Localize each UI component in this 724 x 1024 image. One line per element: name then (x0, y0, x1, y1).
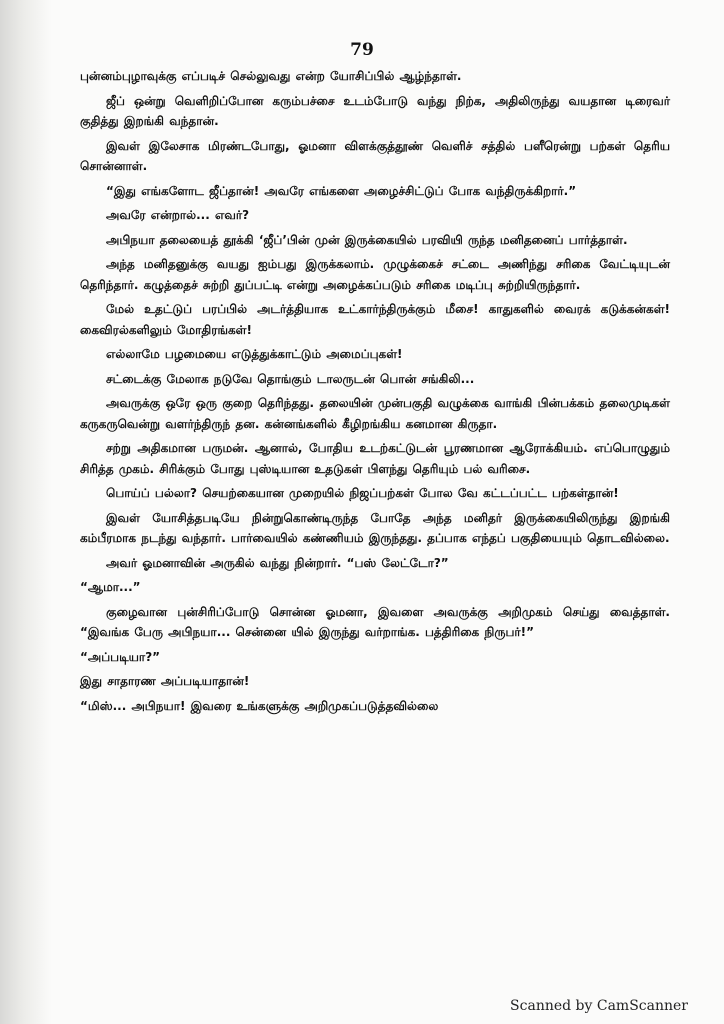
paragraph: இது சாதாரண அப்படியாதான்! (80, 674, 250, 688)
paragraph: புன்னம்புழாவுக்கு எப்படிச் செல்லுவது என்ற யோசிப்பில் ஆழ்ந்தாள். (80, 69, 462, 83)
paragraph: அவருக்கு ஒரே ஒரு குறை தெரிந்தது. தலையின் முன்பகுதி வழுக்கை வாங்கி பின்பக்கம் தலைமுடிகள் கருகருவென்று வளர்ந்திருந் தன. கன்னங்களில் கீழிறங்கிய கனமான கிருதா. (80, 396, 670, 431)
paragraph: எல்லாமே பழமையை எடுத்துக்காட்டும் அமைப்புகள்! (106, 347, 403, 361)
paragraph: அந்த மனிதனுக்கு வயது ஐம்பது இருக்கலாம். முழுக்கைச் சட்டை அணிந்து சரிகை வேட்டியுடன் தெரிந்தார். கழுத்தைச் சுற்றி துப்பட்டி என்று அழைக்கப்படும் சரிகை மடிப்பு சுற்றியிருந்தார். (80, 257, 670, 292)
paragraph: அவரே என்றால்... எவர்? (106, 208, 250, 222)
paragraph: இவள் யோசித்தபடியே நின்றுகொண்டிருந்த போதே அந்த மனிதர் இருக்கையிலிருந்து இறங்கி கம்பீரமாக நடந்து வந்தார். பார்வையில் கண்ணியம் இருந்தது. தப்பாக எந்தப் பகுதியையும் தொடவில்லை. (80, 510, 670, 545)
scanner-watermark: Scanned by CamScanner (510, 998, 688, 1014)
page-number: 79 (350, 40, 374, 60)
paragraph: “மிஸ்... அபிநயா! இவரை உங்களுக்கு அறிமுகப்படுத்தவில்லை (80, 698, 439, 713)
paragraph: அபிநயா தலையைத் தூக்கி ‘ஜீப்’பின் முன் இருக்கையில் பரவியி ருந்த மனிதனைப் பார்த்தாள். (106, 232, 628, 247)
paragraph: மேல் உதட்டுப் பரப்பில் அடர்த்தியாக உட்கார்ந்திருக்கும் மீசை! காதுகளில் வைரக் கடுக்கன்கள்! கைவிரல்களிலும் மோதிரங்கள்! (80, 302, 670, 337)
paragraph: இவள் இலேசாக மிரண்டபோது, ஓமனா விளக்குத்தூண் வெளிச் சத்தில் பளீரென்று பற்கள் தெரிய சொன்னாள். (80, 138, 670, 173)
paragraph: ஜீப் ஒன்று வெளிறிப்போன கரும்பச்சை உடம்போடு வந்து நிற்க, அதிலிருந்து வயதான டிரைவர் குதித்து இறங்கி வந்தான். (80, 93, 670, 128)
paragraph: பொய்ப் பல்லா? செயற்கையான முறையில் நிஜப்பற்கள் போல வே கட்டப்பட்ட பற்கள்தான்! (106, 486, 619, 500)
paragraph: “இது எங்களோட ஜீப்தான்! அவரே எங்களை அழைச்சிட்டுப் போக வந்திருக்கிறார்.” (106, 183, 577, 198)
paragraph: சற்று அதிகமான பருமன். ஆனால், போதிய உடற்கட்டுடன் பூரணமான ஆரோக்கியம். எப்பொழுதும் சிரித்த முகம். சிரிக்கும் போது புஸ்டியான உதடுகள் பிளந்து தெரியும் பல் வரிசை. (80, 441, 670, 476)
book-spine-shadow (0, 0, 52, 1024)
paragraph: “அப்படியா?” (80, 649, 161, 664)
paragraph: சட்டைக்கு மேலாக நடுவே தொங்கும் டாலருடன் பொன் சங்கிலி... (106, 371, 475, 386)
paragraph: குழைவான புன்சிரிப்போடு சொன்ன ஓமனா, இவளை அவருக்கு அறிமுகம் செய்து வைத்தாள். “இவங்க பேரு அபிநயா... சென்னை யில் இருந்து வர்றாங்க. பத்திரிகை நிருபர்!” (80, 604, 670, 639)
paragraph: அவர் ஓமனாவின் அருகில் வந்து நின்றார். “பஸ் லேட்டோ?” (106, 555, 449, 570)
paragraph: “ஆமா...” (80, 580, 141, 594)
body-text (80, 66, 670, 720)
